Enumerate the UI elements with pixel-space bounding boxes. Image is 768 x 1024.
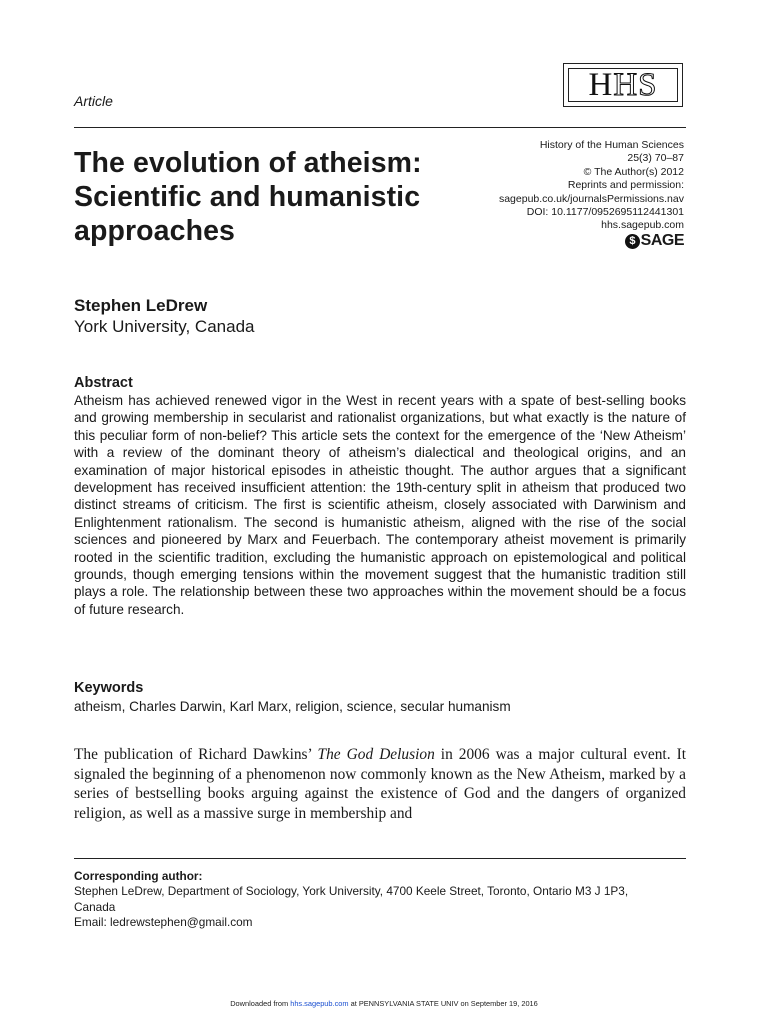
book-title: The God Delusion [317,746,435,763]
corresponding-country: Canada [74,899,116,914]
sage-logo-text: SAGE [640,232,684,249]
journal-logo [563,63,683,107]
download-suffix: at PENNSYLVANIA STATE UNIV on September 19, 2016 [348,999,538,1008]
author-affiliation: York University, Canada [74,317,255,336]
corresponding-author-heading: Corresponding author: [74,869,203,883]
body-paragraph [74,745,686,823]
abstract-heading: Abstract [74,375,133,391]
corresponding-email[interactable]: Email: ledrewstephen@gmail.com [74,915,253,929]
journal-logo-hs: HS [613,66,658,103]
copyright: © The Author(s) 2012 [583,165,684,178]
body-text-part-1: The publication of Richard Dawkins’ [74,746,318,763]
journal-logo-mark [568,68,678,102]
article-type-label: Article [74,93,113,109]
author-name: Stephen LeDrew [74,296,208,315]
keywords-list: atheism, Charles Darwin, Karl Marx, religion, science, secular humanism [74,699,511,714]
sage-logo-icon: $ [625,234,640,249]
volume-pages: 25(3) 70–87 [627,152,684,165]
download-notice [0,999,768,1008]
journal-name: History of the Human Sciences [539,139,684,151]
corresponding-author-details [74,884,694,931]
body-text-part-2: in 2006 was a major cultural event. It signaled the beginning of a phenomenon now commonly known as the New Atheism, marked by a series of bestselling books arguing against the existence of God and the dangers of organized religion, as well as a massive surge in membership and [74,746,686,822]
title-line-1: The evolution of atheism: [74,147,422,179]
permissions-link[interactable]: sagepub.co.uk/journalsPermissions.nav [498,192,684,205]
keywords-heading: Keywords [74,680,144,696]
reprints-label: Reprints and permission: [567,179,684,192]
header-divider [74,127,686,128]
journal-logo-h: H [588,66,614,103]
download-prefix: Downloaded from [230,999,291,1008]
corresponding-address: Stephen LeDrew, Department of Sociology, York University, 4700 Keele Street, Toronto, Ontario M3 J 1P3, [74,884,629,898]
footnote-divider [74,858,686,859]
download-link[interactable]: hhs.sagepub.com [290,999,349,1008]
sage-logo [625,232,684,250]
abstract-text: Atheism has achieved renewed vigor in the West in recent years with a spate of best-selling books and growing membership in secularist and rationalist organizations, but what exactly is the nature of this peculiar form of non-belief? This article sets the context for the emergence of the ‘New Atheism’ with a review of the dominant theory of atheism’s dialectical and theological origins, and an examination of major historical episodes in atheistic thought. The author argues that a significant development has received insufficient attention: the 19th-century split in atheism that produced two distinct streams of criticism. The first is scientific atheism, closely associated with Darwinism and Enlightenment rationalism. The second is humanistic atheism, aligned with the rise of the social sciences and pioneered by Marx and Feuerbach. The contemporary atheist movement is primarily rooted in the scientific tradition, excluding the humanistic approach on epistemological and political grounds, though emerging tensions within the movement suggest that the humanistic tradition still plays a role. The relationship between these two approaches within the movement should be a focus of future research. [74,393,686,617]
doi[interactable]: DOI: 10.1177/0952695112441301 [526,206,684,219]
title-line-2: Scientific and humanistic [74,181,421,213]
title-line-3: approaches [74,215,235,247]
article-title [74,146,494,248]
journal-site-link[interactable]: hhs.sagepub.com [601,219,684,232]
